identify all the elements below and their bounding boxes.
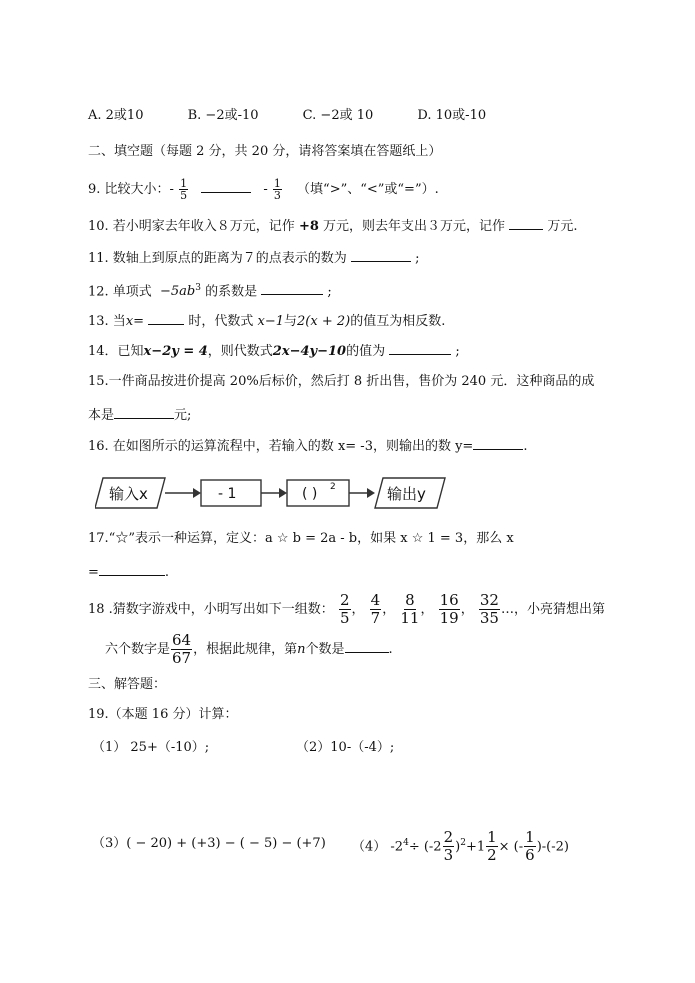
q19-part3: （3）( − 20) + (+3) − ( − 5) − (+7) — [92, 836, 326, 851]
operation-flowchart — [95, 472, 455, 514]
q16-end: . — [523, 439, 528, 454]
q13-text-b: = — [133, 314, 145, 329]
q12-text-b: 的系数是 — [205, 284, 258, 300]
q12-expr: −5ab — [159, 284, 196, 300]
q19-part4 — [352, 826, 569, 864]
q9 — [88, 178, 439, 201]
q10-text-c: 万元. — [547, 219, 578, 234]
q19-part4-frac1: $\frac{2}{3}$ — [443, 828, 454, 865]
q14-expr2: 2x−4y−10 — [272, 344, 347, 359]
q10-blank[interactable] — [509, 216, 543, 230]
q16-blank[interactable] — [473, 436, 523, 450]
q13-blank[interactable] — [148, 311, 184, 325]
q18-sep: ， — [382, 602, 396, 617]
q10-text-b: 万元，则去年支出３万元，记作 — [323, 219, 506, 234]
q17-line2 — [88, 562, 169, 582]
q13-var: x — [125, 314, 134, 329]
arrow-2-head — [279, 488, 287, 498]
arrow-1-head — [193, 488, 201, 498]
q10 — [88, 216, 577, 236]
q9-fraction-1: $\frac{1}{5}$ — [180, 177, 188, 202]
q12-end: ; — [327, 284, 332, 300]
input-label: 输入x — [109, 485, 148, 503]
q18-line2-a: 六个数字是 — [105, 642, 171, 657]
q11-text: 11. 数轴上到原点的距离为７的点表示的数为 — [88, 251, 347, 266]
q9-suffix: （填“>”、“<”或“=”）. — [297, 182, 439, 197]
q15-text-b: 元; — [174, 408, 192, 423]
q19-part1: （1） 25+（-10）; — [92, 740, 210, 755]
q14-text-c: 的值为 — [346, 344, 386, 359]
q18-line2-b: ，根据此规律，第 — [193, 642, 298, 657]
q9-prefix: 9. 比较大小：- — [88, 182, 174, 197]
q8-option-d: D. 10或-10 — [417, 108, 487, 123]
arrow-3-head — [367, 488, 375, 498]
q18-text-a: 18 .猜数字游戏中，小明写出如下一组数： — [88, 602, 334, 617]
q17-text-a: = — [88, 565, 99, 580]
q13-expr1: x−1 — [257, 314, 284, 329]
q14-expr1: x−2y = 4 — [143, 344, 208, 359]
q14-text-b: ，则代数式 — [207, 344, 273, 359]
q17-line1: 17.“☆”表示一种运算，定义：a ☆ b = 2a - b，如果 x ☆ 1 = 3，那么 x — [88, 531, 514, 546]
q18-fraction-3: $\frac{8}{11}$ — [400, 591, 420, 627]
q18-sep: ， — [351, 602, 365, 617]
q12-text-a: 12. 单项式 — [88, 284, 152, 300]
q18-line1 — [88, 592, 605, 627]
q16 — [88, 436, 527, 456]
q19-part4-e: × (- — [498, 839, 524, 855]
q13 — [88, 311, 445, 331]
q12-blank[interactable] — [261, 281, 323, 295]
q19-part4-b: ÷ (-2 — [408, 839, 442, 855]
step2-box — [287, 480, 349, 506]
q9-minus: - — [263, 182, 268, 197]
q11-end: ; — [415, 251, 420, 266]
q16-text: 16. 在如图所示的运算流程中，若输入的数 x= -3，则输出的数 y= — [88, 439, 474, 454]
q18-sixth-fraction: $\frac{64}{67}$ — [172, 631, 192, 667]
step1-label: - 1 — [218, 486, 237, 502]
q19-title: 19.（本题 16 分）计算： — [88, 707, 238, 722]
q18-line2 — [105, 632, 393, 667]
q18-fraction-2: $\frac{4}{7}$ — [370, 591, 381, 627]
q13-text-c: 时，代数式 — [188, 314, 254, 329]
q13-text-a: 13. 当 — [88, 314, 126, 329]
q18-sep: ， — [420, 602, 434, 617]
q18-var-n: n — [297, 642, 306, 657]
q9-fraction-2: $\frac{1}{3}$ — [273, 177, 281, 202]
q10-expr: +8 — [298, 219, 319, 234]
q18-blank[interactable] — [345, 639, 389, 653]
q8-options — [88, 107, 526, 125]
q14-blank[interactable] — [389, 341, 451, 355]
q18-text-b: …，小亮猜想出第 — [500, 602, 605, 617]
q13-text-e: 的值互为相反数. — [350, 314, 446, 329]
q9-blank[interactable] — [201, 179, 251, 193]
q13-text-d: 与 — [284, 314, 298, 329]
q17-blank[interactable] — [99, 562, 165, 576]
q19-part4-a: （4） -2 — [352, 839, 404, 855]
section3-title: 三、解答题： — [88, 677, 167, 692]
q12 — [88, 279, 332, 301]
q19-part4-exp4: 4 — [403, 838, 409, 848]
q14-end: ; — [455, 344, 460, 359]
q19-part4-g: )-(-2) — [536, 839, 569, 855]
q19-part4-exp2: 2 — [460, 838, 466, 848]
q14 — [88, 341, 460, 361]
q18-fraction-5: $\frac{32}{35}$ — [479, 591, 499, 627]
output-label: 输出y — [387, 485, 426, 503]
q15-line1: 15.一件商品按进价提高 20%后标价，然后打 8 折出售，售价为 240 元．这种商品的成 — [88, 374, 595, 389]
section2-title: 二、填空题（每题 2 分，共 20 分，请将答案填在答题纸上） — [88, 144, 442, 159]
q18-end: . — [388, 642, 393, 657]
q18-sep: ， — [460, 602, 474, 617]
q19-part4-c: ) — [455, 839, 461, 855]
q14-text-a: 14．已知 — [88, 344, 144, 359]
q19-part4-frac3: $\frac{1}{6}$ — [525, 828, 535, 865]
q8-option-a: A. 2或10 — [88, 108, 144, 123]
q15-blank[interactable] — [114, 405, 174, 419]
q11 — [88, 248, 419, 268]
q15-line2 — [88, 405, 191, 425]
q19-part4-d: +1 — [465, 839, 486, 855]
q13-expr2: 2(x + 2) — [297, 314, 351, 329]
step2-exponent: 2 — [330, 482, 336, 492]
q8-option-c: C. −2或 10 — [302, 108, 374, 123]
q18-fraction-4: $\frac{16}{19}$ — [439, 591, 459, 627]
q12-exponent: 3 — [195, 283, 201, 293]
q8-option-b: B. −2或-10 — [187, 108, 259, 123]
q10-text-a: 10. 若小明家去年收入８万元，记作 — [88, 219, 295, 234]
q19-part4-frac2: $\frac{1}{2}$ — [487, 828, 497, 865]
step2-label: ( ) — [302, 486, 318, 502]
q19-part2: （2）10-（-4）; — [296, 740, 395, 755]
q18-line2-c: 个数是 — [305, 642, 345, 657]
q17-text-b: . — [164, 565, 170, 580]
q11-blank[interactable] — [351, 248, 411, 262]
q15-text-a: 本是 — [88, 408, 115, 423]
q18-fraction-1: $\frac{2}{5}$ — [339, 591, 350, 627]
